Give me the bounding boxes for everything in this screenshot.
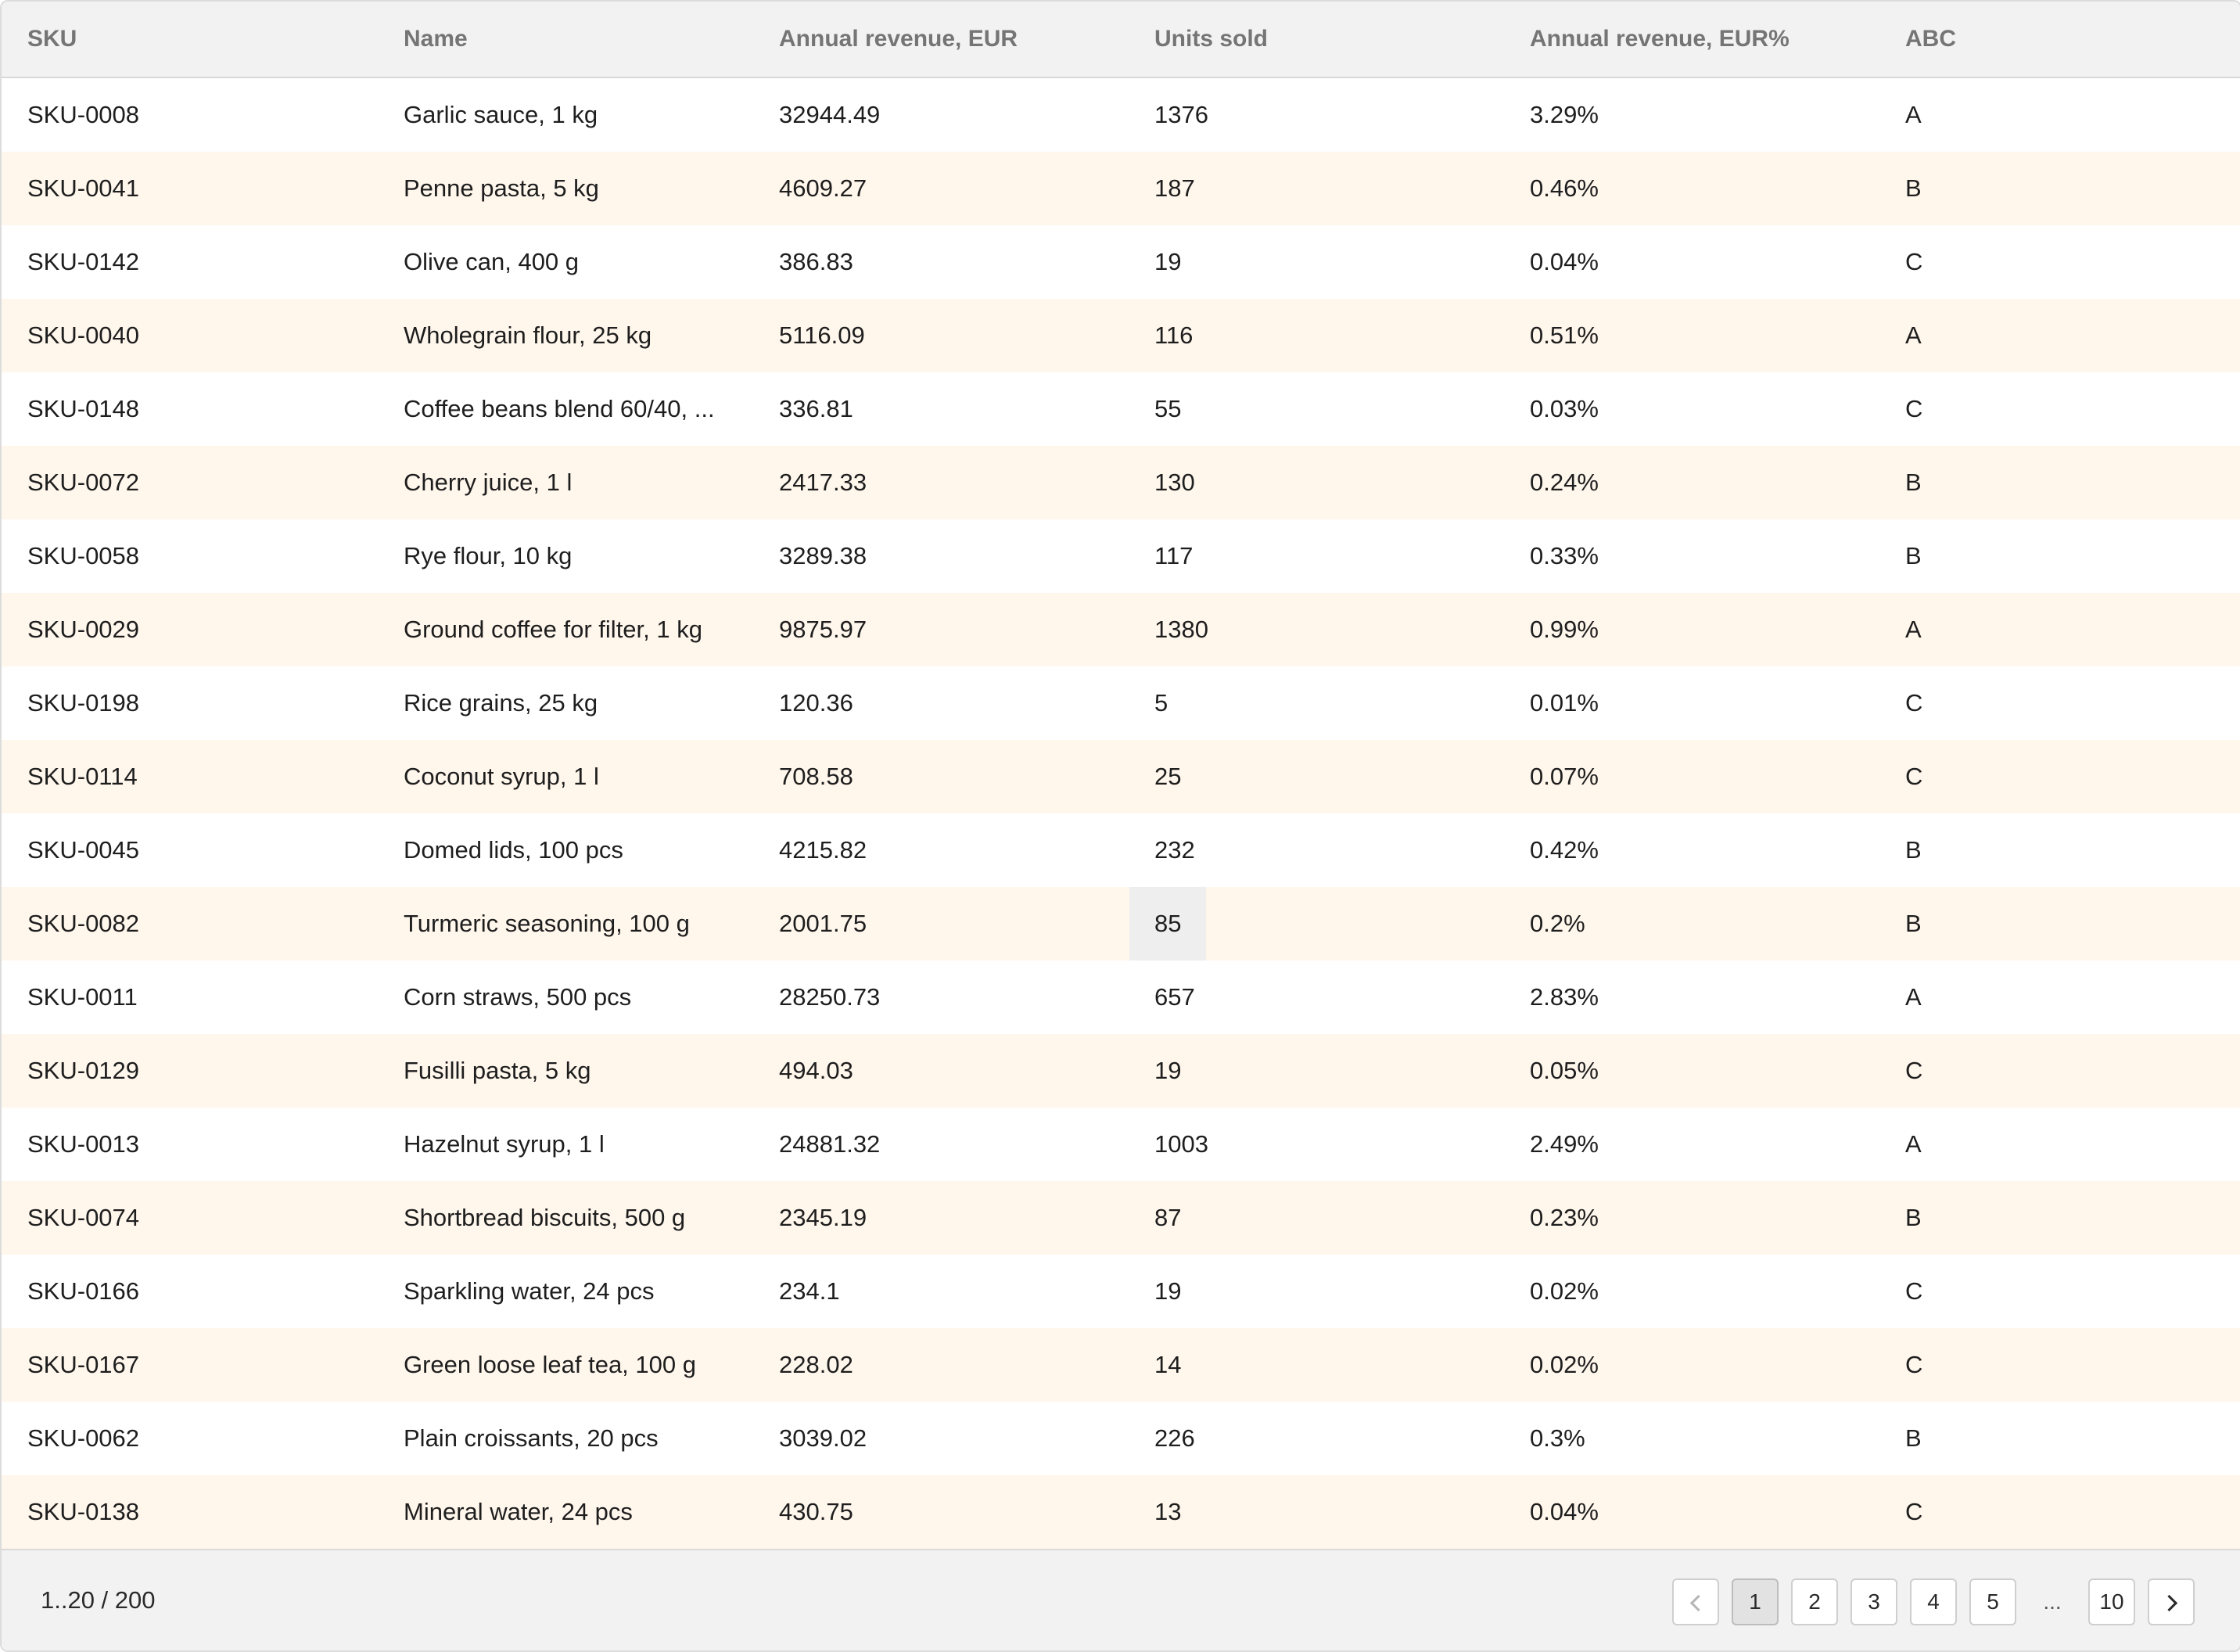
table-row[interactable] bbox=[2, 78, 2240, 152]
page-button-1[interactable]: 1 bbox=[1732, 1578, 1779, 1625]
cell-annual-revenue[interactable]: 228.02 bbox=[779, 1351, 853, 1378]
cell-units-sold[interactable]: 5 bbox=[1154, 689, 1168, 716]
cell-abc[interactable]: C bbox=[1905, 689, 1923, 716]
cell-annual-revenue[interactable]: 2001.75 bbox=[779, 910, 867, 937]
cell-annual-revenue[interactable]: 494.03 bbox=[779, 1057, 853, 1084]
cell-name[interactable]: Fusilli pasta, 5 kg bbox=[404, 1057, 591, 1084]
cell-annual-revenue[interactable]: 28250.73 bbox=[779, 983, 881, 1011]
cell-annual-revenue[interactable]: 3039.02 bbox=[779, 1424, 867, 1452]
cell-annual-revenue-percent[interactable]: 0.2% bbox=[1530, 910, 1585, 937]
table-row[interactable] bbox=[2, 887, 2240, 961]
cell-sku[interactable]: SKU-0029 bbox=[27, 616, 140, 643]
cell-annual-revenue[interactable]: 120.36 bbox=[779, 689, 853, 716]
page-button-10[interactable]: 10 bbox=[2088, 1578, 2135, 1625]
cell-annual-revenue[interactable]: 2417.33 bbox=[779, 469, 867, 496]
table-row[interactable] bbox=[2, 519, 2240, 593]
cell-name[interactable]: Mineral water, 24 pcs bbox=[404, 1498, 633, 1525]
column-header-annual-revenue[interactable]: Annual revenue, EUR bbox=[779, 26, 1018, 52]
cell-annual-revenue[interactable]: 4215.82 bbox=[779, 836, 867, 864]
cell-annual-revenue-percent[interactable]: 0.04% bbox=[1530, 248, 1599, 275]
cell-annual-revenue[interactable]: 9875.97 bbox=[779, 616, 867, 643]
column-header-name[interactable]: Name bbox=[404, 26, 468, 52]
cell-abc[interactable]: C bbox=[1905, 1351, 1923, 1378]
cell-name[interactable]: Sparkling water, 24 pcs bbox=[404, 1277, 655, 1305]
cell-name[interactable]: Hazelnut syrup, 1 l bbox=[404, 1130, 605, 1158]
cell-annual-revenue-percent[interactable]: 0.04% bbox=[1530, 1498, 1599, 1525]
cell-abc[interactable]: C bbox=[1905, 1277, 1923, 1305]
cell-abc[interactable]: C bbox=[1905, 1057, 1923, 1084]
cell-abc[interactable]: C bbox=[1905, 248, 1923, 275]
cell-annual-revenue[interactable]: 24881.32 bbox=[779, 1130, 881, 1158]
cell-annual-revenue-percent[interactable]: 2.49% bbox=[1530, 1130, 1599, 1158]
prev-page-button[interactable] bbox=[1672, 1578, 1719, 1625]
cell-units-sold[interactable]: 657 bbox=[1154, 983, 1195, 1011]
table-row[interactable] bbox=[2, 1255, 2240, 1328]
table-row[interactable] bbox=[2, 446, 2240, 519]
table-row[interactable] bbox=[2, 666, 2240, 740]
cell-annual-revenue-percent[interactable]: 0.42% bbox=[1530, 836, 1599, 864]
cell-abc[interactable]: B bbox=[1905, 1204, 1922, 1231]
cell-annual-revenue[interactable]: 430.75 bbox=[779, 1498, 853, 1525]
table-row[interactable] bbox=[2, 813, 2240, 887]
table-row[interactable] bbox=[2, 961, 2240, 1034]
cell-sku[interactable]: SKU-0198 bbox=[27, 689, 140, 716]
cell-name[interactable]: Turmeric seasoning, 100 g bbox=[404, 910, 690, 937]
cell-units-sold[interactable]: 1376 bbox=[1154, 101, 1208, 128]
cell-units-sold[interactable]: 1380 bbox=[1154, 616, 1208, 643]
cell-abc[interactable]: B bbox=[1905, 174, 1922, 202]
cell-annual-revenue[interactable]: 708.58 bbox=[779, 763, 853, 790]
column-header-units-sold[interactable]: Units sold bbox=[1154, 26, 1269, 52]
cell-annual-revenue-percent[interactable]: 2.83% bbox=[1530, 983, 1599, 1011]
table-row[interactable] bbox=[2, 1181, 2240, 1255]
cell-sku[interactable]: SKU-0040 bbox=[27, 321, 140, 349]
cell-name[interactable]: Plain croissants, 20 pcs bbox=[404, 1424, 659, 1452]
cell-sku[interactable]: SKU-0082 bbox=[27, 910, 140, 937]
cell-units-sold[interactable]: 14 bbox=[1154, 1351, 1182, 1378]
cell-units-sold[interactable]: 19 bbox=[1154, 1057, 1182, 1084]
table-row[interactable] bbox=[2, 1034, 2240, 1108]
table-footer bbox=[2, 1549, 2240, 1652]
table-row[interactable] bbox=[2, 1328, 2240, 1402]
cell-units-sold[interactable]: 87 bbox=[1154, 1204, 1182, 1231]
cell-annual-revenue[interactable]: 5116.09 bbox=[779, 321, 865, 349]
cell-name[interactable]: Olive can, 400 g bbox=[404, 248, 580, 275]
table-row[interactable] bbox=[2, 299, 2240, 372]
cell-annual-revenue-percent[interactable]: 0.07% bbox=[1530, 763, 1599, 790]
table-row[interactable] bbox=[2, 740, 2240, 813]
table-row[interactable] bbox=[2, 152, 2240, 225]
cell-units-sold[interactable]: 226 bbox=[1154, 1424, 1195, 1452]
cell-units-sold[interactable]: 187 bbox=[1154, 174, 1195, 202]
table-row[interactable] bbox=[2, 372, 2240, 446]
cell-name[interactable]: Coffee beans blend 60/40, ... bbox=[404, 395, 715, 422]
cell-annual-revenue[interactable]: 3289.38 bbox=[779, 542, 867, 569]
cell-name[interactable]: Green loose leaf tea, 100 g bbox=[404, 1351, 696, 1378]
cell-abc[interactable]: B bbox=[1905, 542, 1922, 569]
cell-annual-revenue-percent[interactable]: 0.99% bbox=[1530, 616, 1599, 643]
cell-sku[interactable]: SKU-0148 bbox=[27, 395, 140, 422]
cell-units-sold[interactable]: 19 bbox=[1154, 1277, 1182, 1305]
chevron-left-icon bbox=[1689, 1595, 1706, 1611]
cell-sku[interactable]: SKU-0045 bbox=[27, 836, 140, 864]
cell-abc[interactable]: A bbox=[1905, 616, 1922, 643]
cell-units-sold[interactable]: 13 bbox=[1154, 1498, 1182, 1525]
table-row[interactable] bbox=[2, 593, 2240, 666]
cell-name[interactable]: Corn straws, 500 pcs bbox=[404, 983, 632, 1011]
cell-sku[interactable]: SKU-0008 bbox=[27, 101, 140, 128]
cell-units-sold[interactable]: 232 bbox=[1154, 836, 1195, 864]
cell-units-sold[interactable]: 55 bbox=[1154, 395, 1182, 422]
column-header-sku[interactable]: SKU bbox=[27, 26, 77, 52]
table-row[interactable] bbox=[2, 1402, 2240, 1475]
cell-sku[interactable]: SKU-0138 bbox=[27, 1498, 140, 1525]
page-button-2[interactable]: 2 bbox=[1791, 1578, 1838, 1625]
cell-abc[interactable]: C bbox=[1905, 1498, 1923, 1525]
cell-annual-revenue-percent[interactable]: 0.01% bbox=[1530, 689, 1599, 716]
cell-name[interactable]: Shortbread biscuits, 500 g bbox=[404, 1204, 686, 1231]
table-header bbox=[2, 2, 2240, 78]
page-button-5[interactable]: 5 bbox=[1969, 1578, 2016, 1625]
cell-name[interactable]: Coconut syrup, 1 l bbox=[404, 763, 599, 790]
cell-units-sold[interactable]: 117 bbox=[1154, 542, 1194, 569]
column-header-abc[interactable]: ABC bbox=[1905, 26, 1956, 52]
column-header-annual-revenue-percent[interactable]: Annual revenue, EUR% bbox=[1530, 26, 1789, 52]
cell-name[interactable]: Rye flour, 10 kg bbox=[404, 542, 573, 569]
cell-name[interactable]: Wholegrain flour, 25 kg bbox=[404, 321, 652, 349]
cell-sku[interactable]: SKU-0129 bbox=[27, 1057, 140, 1084]
cell-annual-revenue[interactable]: 32944.49 bbox=[779, 101, 881, 128]
cell-sku[interactable]: SKU-0013 bbox=[27, 1130, 140, 1158]
cell-units-sold[interactable]: 1003 bbox=[1154, 1130, 1208, 1158]
cell-units-sold[interactable]: 116 bbox=[1154, 321, 1194, 349]
chevron-right-icon bbox=[2160, 1595, 2177, 1611]
cell-abc[interactable]: B bbox=[1905, 1424, 1922, 1452]
cell-units-sold[interactable]: 25 bbox=[1154, 763, 1182, 790]
table-row[interactable] bbox=[2, 1475, 2240, 1549]
cell-annual-revenue-percent[interactable]: 0.03% bbox=[1530, 395, 1599, 422]
cell-annual-revenue[interactable]: 336.81 bbox=[779, 395, 853, 422]
cell-name[interactable]: Penne pasta, 5 kg bbox=[404, 174, 599, 202]
cell-name[interactable]: Domed lids, 100 pcs bbox=[404, 836, 623, 864]
cell-annual-revenue[interactable]: 234.1 bbox=[779, 1277, 840, 1305]
cell-name[interactable]: Ground coffee for filter, 1 kg bbox=[404, 616, 702, 643]
cell-annual-revenue-percent[interactable]: 3.29% bbox=[1530, 101, 1599, 128]
cell-units-sold[interactable]: 19 bbox=[1154, 248, 1182, 275]
table-body bbox=[2, 78, 2240, 1549]
cell-annual-revenue-percent[interactable]: 0.02% bbox=[1530, 1351, 1599, 1378]
cell-annual-revenue[interactable]: 2345.19 bbox=[779, 1204, 867, 1231]
cell-sku[interactable]: SKU-0074 bbox=[27, 1204, 140, 1231]
row-range-label: 1..20 / 200 bbox=[41, 1586, 156, 1614]
cell-sku[interactable]: SKU-0166 bbox=[27, 1277, 140, 1305]
cell-annual-revenue-percent[interactable]: 0.46% bbox=[1530, 174, 1599, 202]
cell-sku[interactable]: SKU-0142 bbox=[27, 248, 140, 275]
cell-abc[interactable]: B bbox=[1905, 836, 1922, 864]
table-row[interactable] bbox=[2, 225, 2240, 299]
cell-sku[interactable]: SKU-0167 bbox=[27, 1351, 140, 1378]
cell-name[interactable]: Cherry juice, 1 l bbox=[404, 469, 573, 496]
cell-annual-revenue-percent[interactable]: 0.02% bbox=[1530, 1277, 1599, 1305]
cell-units-sold[interactable]: 130 bbox=[1154, 469, 1195, 496]
page-button-3[interactable]: 3 bbox=[1851, 1578, 1897, 1625]
cell-annual-revenue-percent[interactable]: 0.23% bbox=[1530, 1204, 1599, 1231]
cell-sku[interactable]: SKU-0041 bbox=[27, 174, 140, 202]
cell-abc[interactable]: C bbox=[1905, 395, 1923, 422]
cell-annual-revenue-percent[interactable]: 0.33% bbox=[1530, 542, 1599, 569]
cell-abc[interactable]: A bbox=[1905, 1130, 1922, 1158]
cell-abc[interactable]: B bbox=[1905, 469, 1922, 496]
cell-units-sold[interactable]: 85 bbox=[1129, 887, 1206, 961]
cell-abc[interactable]: B bbox=[1905, 910, 1922, 937]
table-row[interactable] bbox=[2, 1108, 2240, 1181]
page-button-4[interactable]: 4 bbox=[1910, 1578, 1957, 1625]
cell-annual-revenue-percent[interactable]: 0.3% bbox=[1530, 1424, 1585, 1452]
pagination-ellipsis: ... bbox=[2043, 1589, 2062, 1614]
cell-sku[interactable]: SKU-0058 bbox=[27, 542, 140, 569]
cell-name[interactable]: Garlic sauce, 1 kg bbox=[404, 101, 598, 128]
cell-abc[interactable]: A bbox=[1905, 101, 1922, 128]
cell-annual-revenue-percent[interactable]: 0.51% bbox=[1530, 321, 1599, 349]
cell-annual-revenue[interactable]: 386.83 bbox=[779, 248, 853, 275]
cell-sku[interactable]: SKU-0011 bbox=[27, 983, 138, 1011]
cell-abc[interactable]: C bbox=[1905, 763, 1923, 790]
cell-sku[interactable]: SKU-0062 bbox=[27, 1424, 140, 1452]
cell-abc[interactable]: A bbox=[1905, 321, 1922, 349]
pagination bbox=[1672, 1578, 2215, 1627]
cell-annual-revenue-percent[interactable]: 0.05% bbox=[1530, 1057, 1599, 1084]
next-page-button[interactable] bbox=[2148, 1578, 2195, 1625]
cell-sku[interactable]: SKU-0114 bbox=[27, 763, 138, 790]
cell-annual-revenue[interactable]: 4609.27 bbox=[779, 174, 867, 202]
cell-sku[interactable]: SKU-0072 bbox=[27, 469, 140, 496]
cell-abc[interactable]: A bbox=[1905, 983, 1922, 1011]
cell-name[interactable]: Rice grains, 25 kg bbox=[404, 689, 598, 716]
cell-annual-revenue-percent[interactable]: 0.24% bbox=[1530, 469, 1599, 496]
